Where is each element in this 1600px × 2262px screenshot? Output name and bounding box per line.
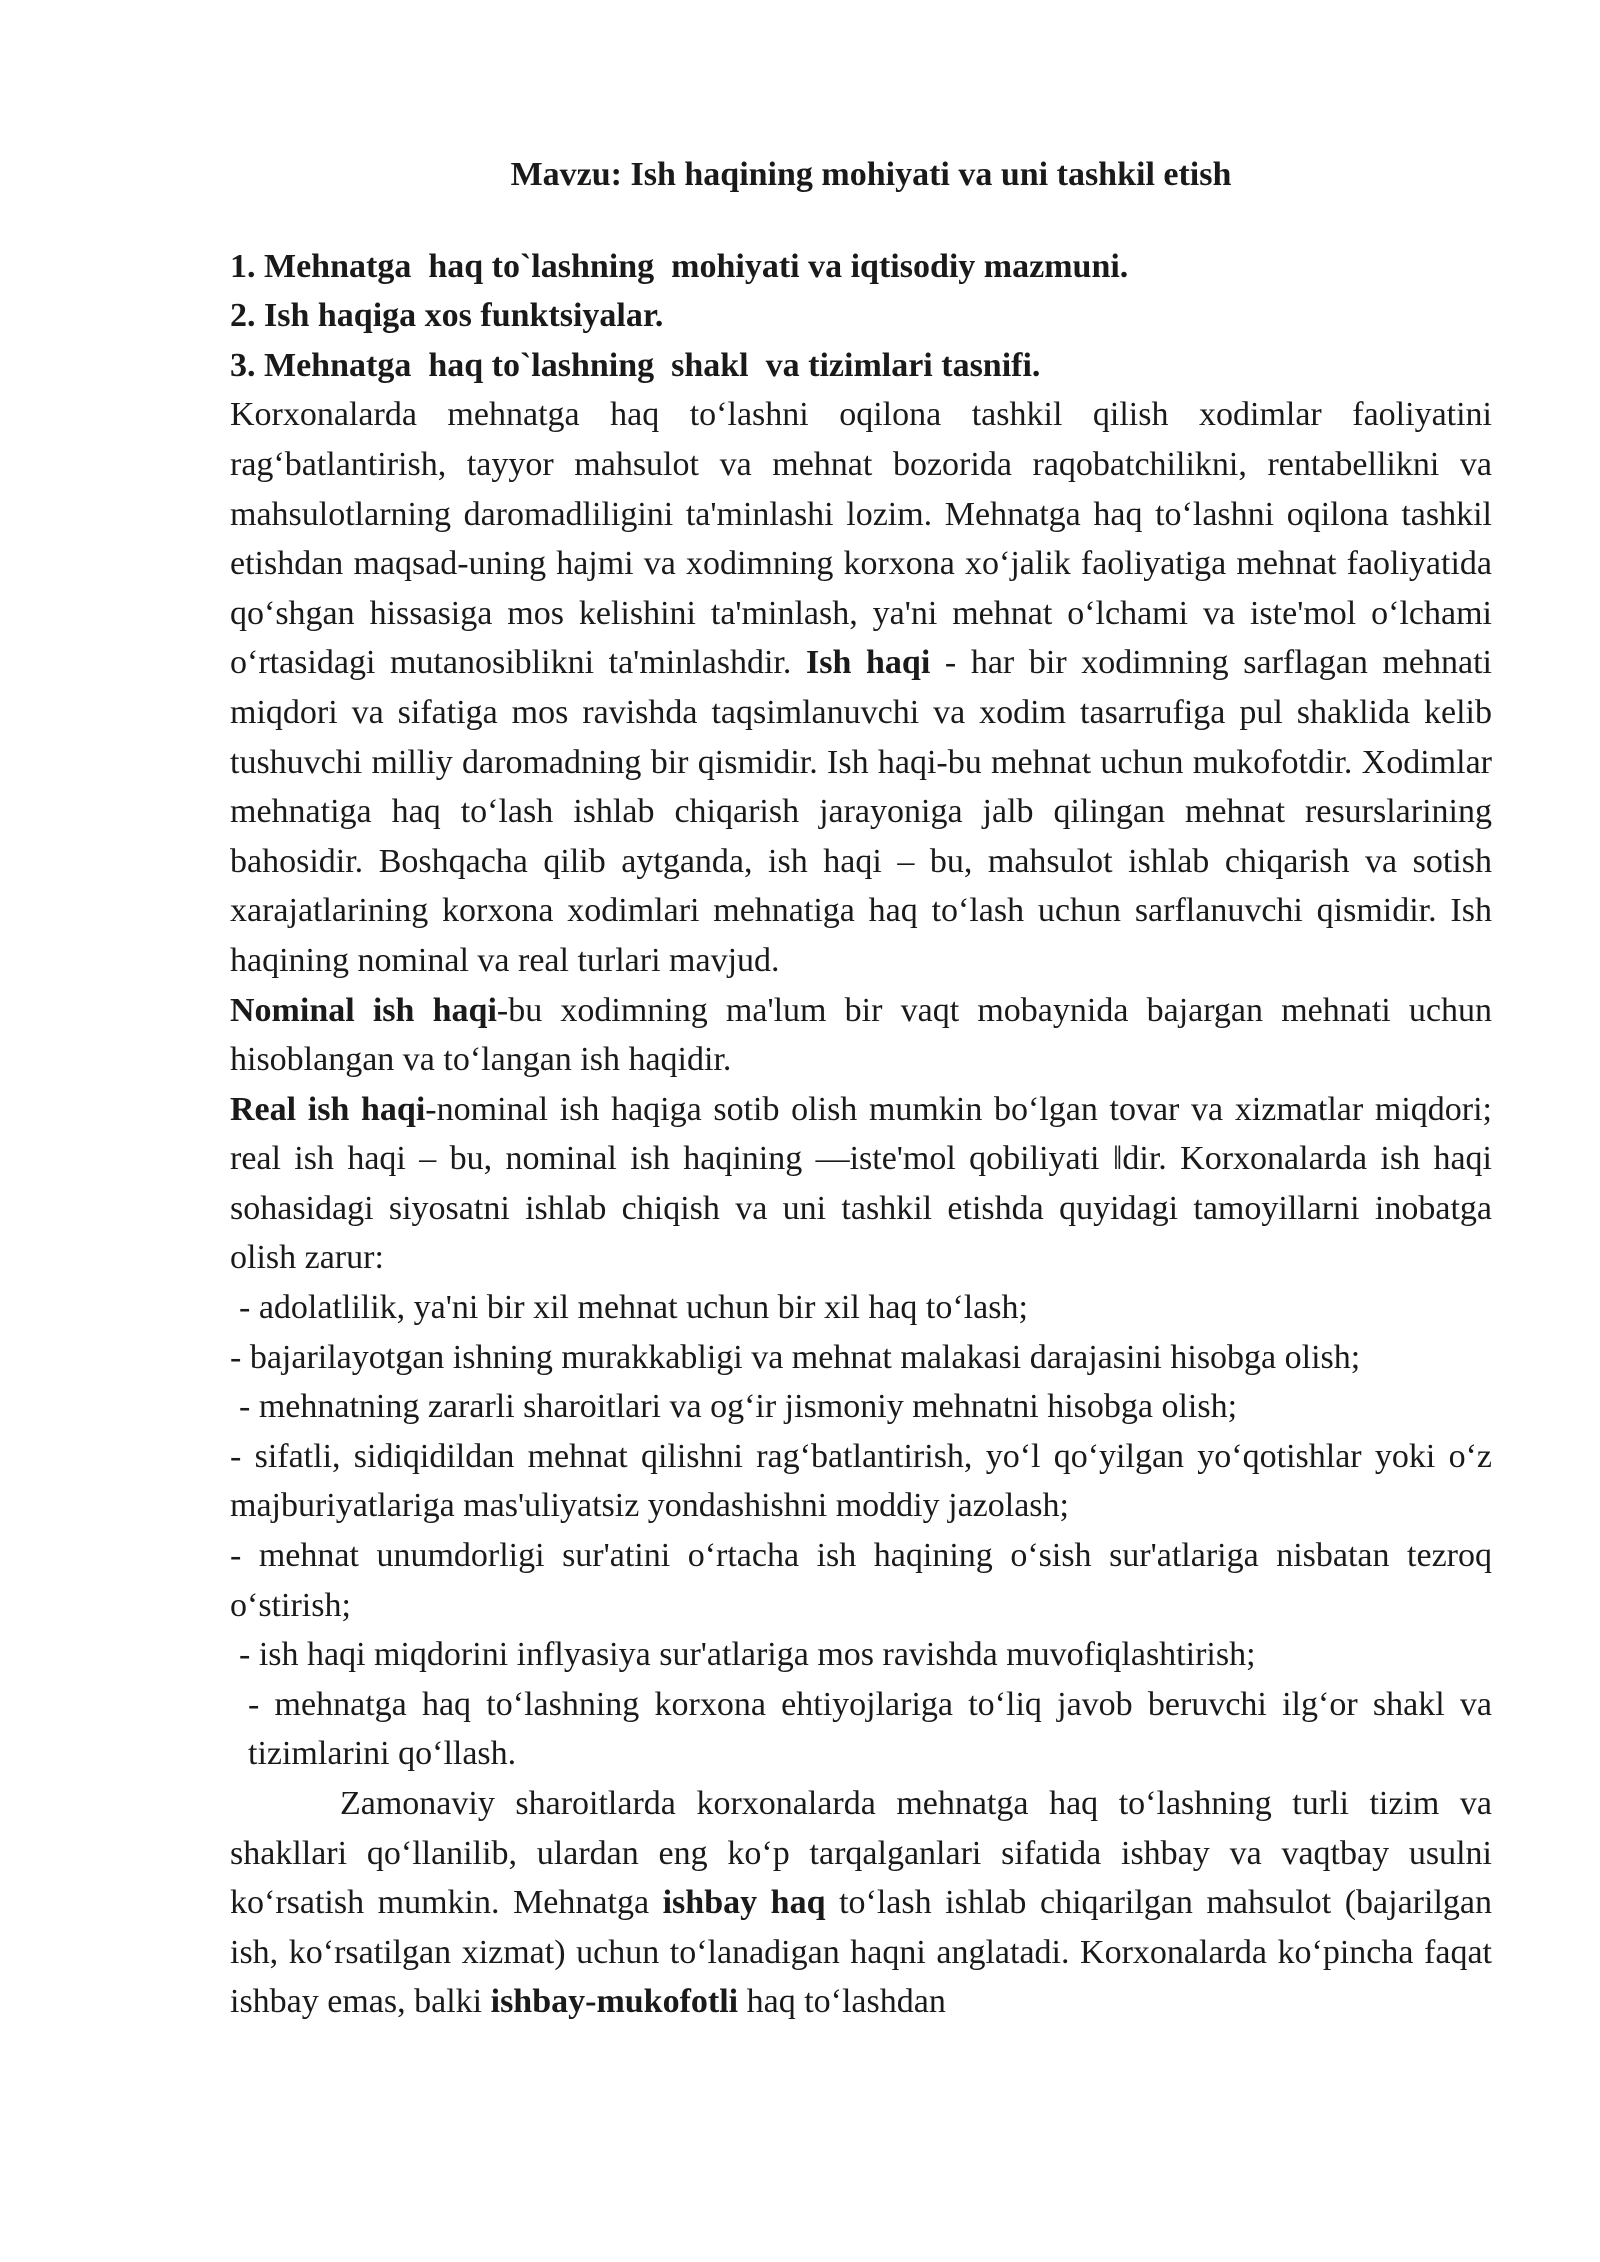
term-nominal-ish-haqi: Nominal ish haqi <box>230 991 497 1029</box>
document-title: Mavzu: Ish haqining mohiyati va uni tashkil etish <box>510 156 1232 193</box>
paragraph-text: -nominal ish haqiga sotib olish mumkin bo‘lgan tovar va xizmatlar miqdori; real ish haqi – bu, nominal ish haqining ―iste'mol qobiliyati ‖dir. Korxonalarda ish haqi sohasidagi siyosatni ishlab chiqish va uni tashkil etishda quyidagi tamoyillarni inobatga olish zarur: <box>230 1090 1492 1277</box>
paragraph-text: - har bir xodimning sarflagan mehnati miqdori va sifatiga mos ravishda taqsimlanuvchi va xodim tasarrufiga pul shaklida kelib tushuvchi milliy daromadning bir qismidir. Ish haqi-bu mehnat uchun mukofotdir. Xodimlar mehnatiga haq to‘lash ishlab chiqarish jarayoniga jalb qilingan mehnat resurslarining bahosidir. Boshqacha qilib aytganda, ish haqi – bu, mahsulot ishlab chiqarish va sotish xarajatlarining korxona xodimlari mehnatiga haq to‘lash uchun sarflanuvchi qismidir. Ish haqining nominal va real turlari mavjud. <box>230 644 1492 979</box>
document-page <box>230 150 1492 2027</box>
paragraph-pay-forms <box>230 1779 1492 2027</box>
outline-item: 1. Mehnatga haq to`lashning mohiyati va iqtisodiy mazmuni. <box>230 247 1129 285</box>
paragraph-text: haq to‘lashdan <box>738 1983 946 2021</box>
principle-item: - ish haqi miqdorini inflyasiya sur'atlariga mos ravishda muvofiqlashtirish; <box>239 1636 1256 1674</box>
paragraph-text: -bu xodimning ma'lum bir vaqt mobaynida bajargan mehnati uchun hisoblangan va to‘langan ish haqidir. <box>230 991 1493 1079</box>
term-ishbay-haq: ishbay haq <box>662 1884 826 1922</box>
term-ish-haqi: Ish haqi <box>806 644 931 682</box>
principle-item: - sifatli, sidiqidildan mehnat qilishni rag‘batlantirish, yo‘l qo‘yilgan yo‘qotishlar yoki o‘z majburiyatlariga mas'uliyatsiz yondashishni moddiy jazolash; <box>230 1437 1492 1525</box>
paragraph-text: to‘lash ishlab chiqarilgan mahsulot (bajarilgan ish, ko‘rsatilgan xizmat) uchun to‘lanadigan haqni anglatadi. Korxonalarda ko‘pincha faqat ishbay emas, balki <box>230 1884 1492 2021</box>
paragraph-text: Korxonalarda mehnatga haq to‘lashni oqilona tashkil qilish xodimlar faoliyatini rag‘batlantirish, tayyor mahsulot va mehnat bozorida raqobatchilikni, rentabellikni va mahsulotlarning daromadliligini ta'minlashi lozim. Mehnatga haq to‘lashni oqilona tashkil etishdan maqsad-uning hajmi va xodimning korxona xo‘jalik faoliyatiga mehnat faoliyatida qo‘shgan hissasiga mos kelishini ta'minlash, ya'ni mehnat o‘lchami va iste'mol o‘lchami o‘rtasidagi mutanosiblikni ta'minlashdir. <box>230 396 1492 682</box>
principle-item: - mehnatga haq to‘lashning korxona ehtiyojlariga to‘liq javob beruvchi ilg‘or shakl va tizimlarini qo‘llash. <box>248 1685 1492 1773</box>
principle-item: - adolatlilik, ya'ni bir xil mehnat uchun bir xil haq to‘lash; <box>239 1289 1028 1327</box>
term-ishbay-mukofotli: ishbay-mukofotli <box>490 1983 739 2021</box>
principle-item: - mehnat unumdorligi sur'atini o‘rtacha ish haqining o‘sish sur'atlariga nisbatan tezroq o‘stirish; <box>230 1537 1492 1624</box>
principle-item: - mehnatning zararli sharoitlari va og‘ir jismoniy mehnatni hisobga olish; <box>239 1388 1238 1426</box>
paragraph-intro <box>230 390 1492 985</box>
paragraph-text: Zamonaviy sharoitlarda korxonalarda mehnatga haq to‘lashning turli tizim va shakllari qo‘llanilib, ulardan eng ko‘p tarqalganlari sifatida ishbay va vaqtbay usulni ko‘rsatish mumkin. Mehnatga <box>230 1785 1492 1922</box>
paragraph-nominal <box>230 986 1492 1085</box>
term-real-ish-haqi: Real ish haqi <box>230 1090 426 1128</box>
topic-outline <box>230 242 1492 391</box>
paragraph-real <box>230 1085 1492 1283</box>
principle-item: - bajarilayotgan ishning murakkabligi va mehnat malakasi darajasini hisobga olish; <box>230 1338 1361 1376</box>
outline-item: 3. Mehnatga haq to`lashning shakl va tizimlari tasnifi. <box>230 346 1041 384</box>
outline-item: 2. Ish haqiga xos funktsiyalar. <box>230 297 664 335</box>
